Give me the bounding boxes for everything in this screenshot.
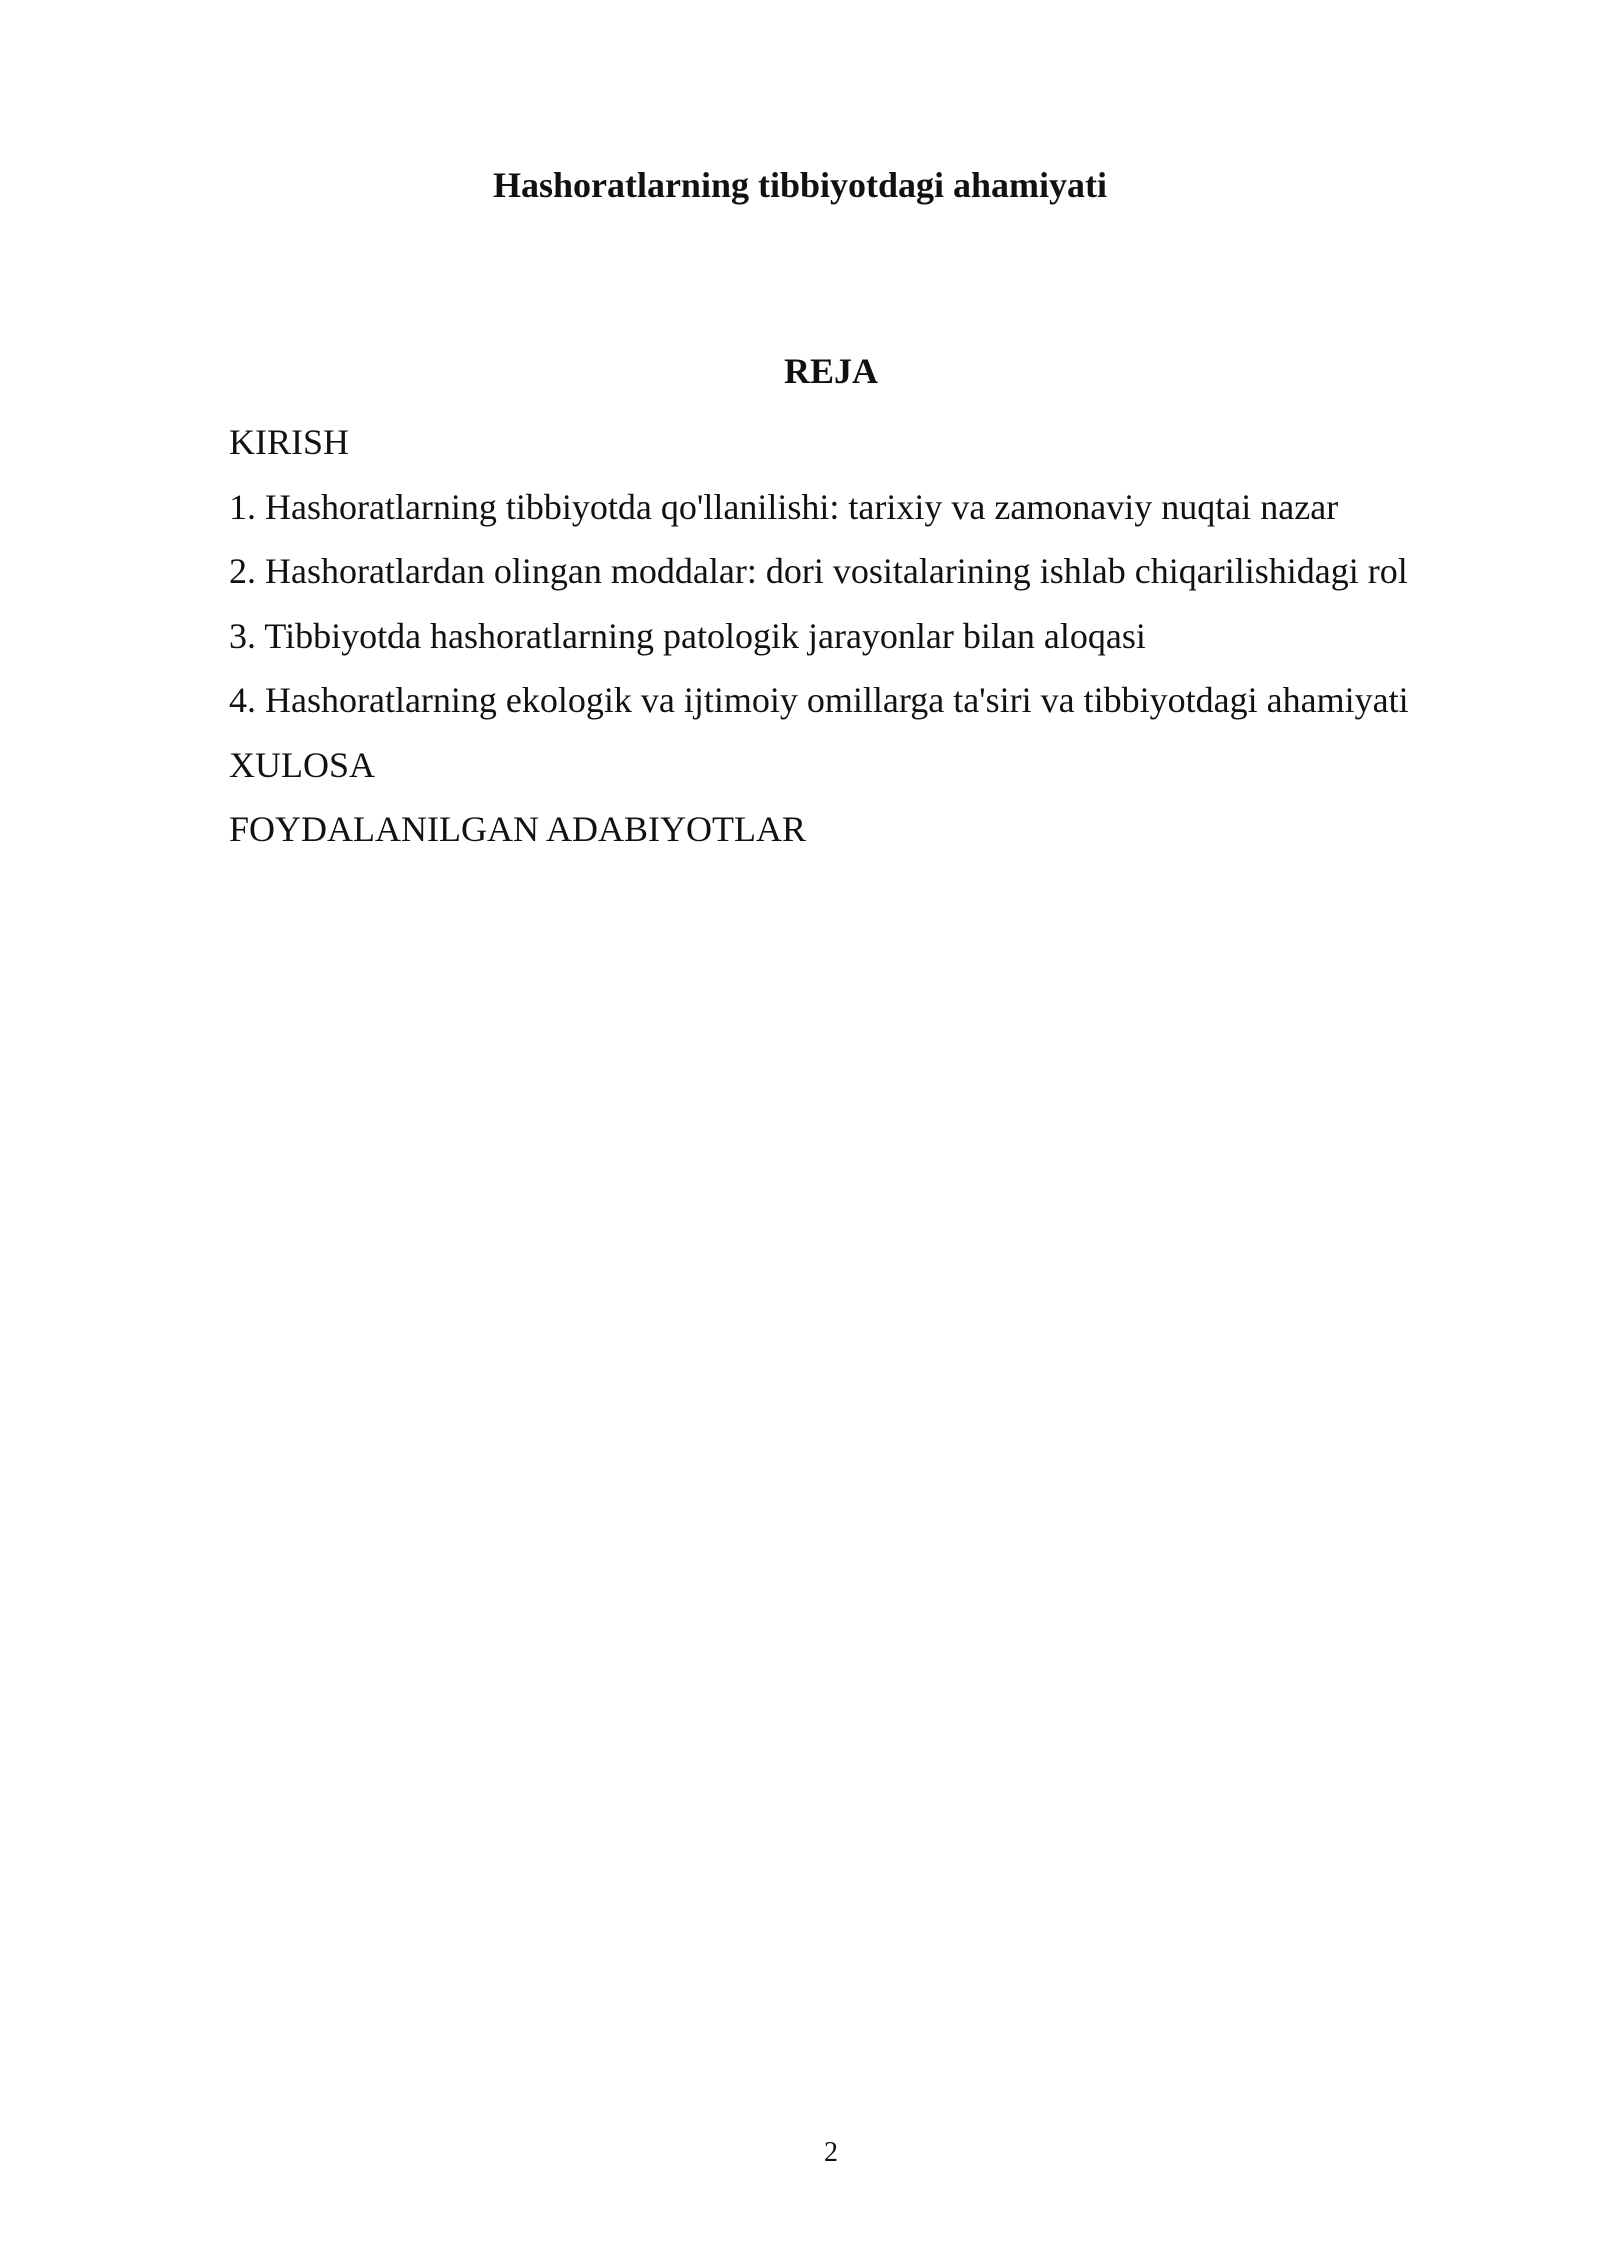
plan-item-2: 2. Hashoratlardan olingan moddalar: dori vositalarining ishlab chiqarilishidagi rol: [229, 551, 1408, 591]
plan-list: [229, 420, 1529, 872]
plan-item-introduction: KIRISH: [229, 422, 350, 462]
plan-item-conclusion: XULOSA: [229, 744, 376, 785]
plan-item-references: FOYDALANILGAN ADABIYOTLAR: [229, 809, 806, 849]
page-number: 2: [824, 2137, 838, 2168]
plan-item-4: 4. Hashoratlarning ekologik va ijtimoiy omillarga ta'siri va tibbiyotdagi ahamiyati: [229, 680, 1409, 720]
plan-item-3: 3. Tibbiyotda hashoratlarning patologik jarayonlar bilan aloqasi: [229, 615, 1146, 656]
plan-item-1: 1. Hashoratlarning tibbiyotda qo'llanilishi: tarixiy va zamonaviy nuqtai nazar: [229, 486, 1339, 527]
document-title: Hashoratlarning tibbiyotdagi ahamiyati: [492, 165, 1108, 205]
plan-heading: REJA: [783, 351, 878, 391]
